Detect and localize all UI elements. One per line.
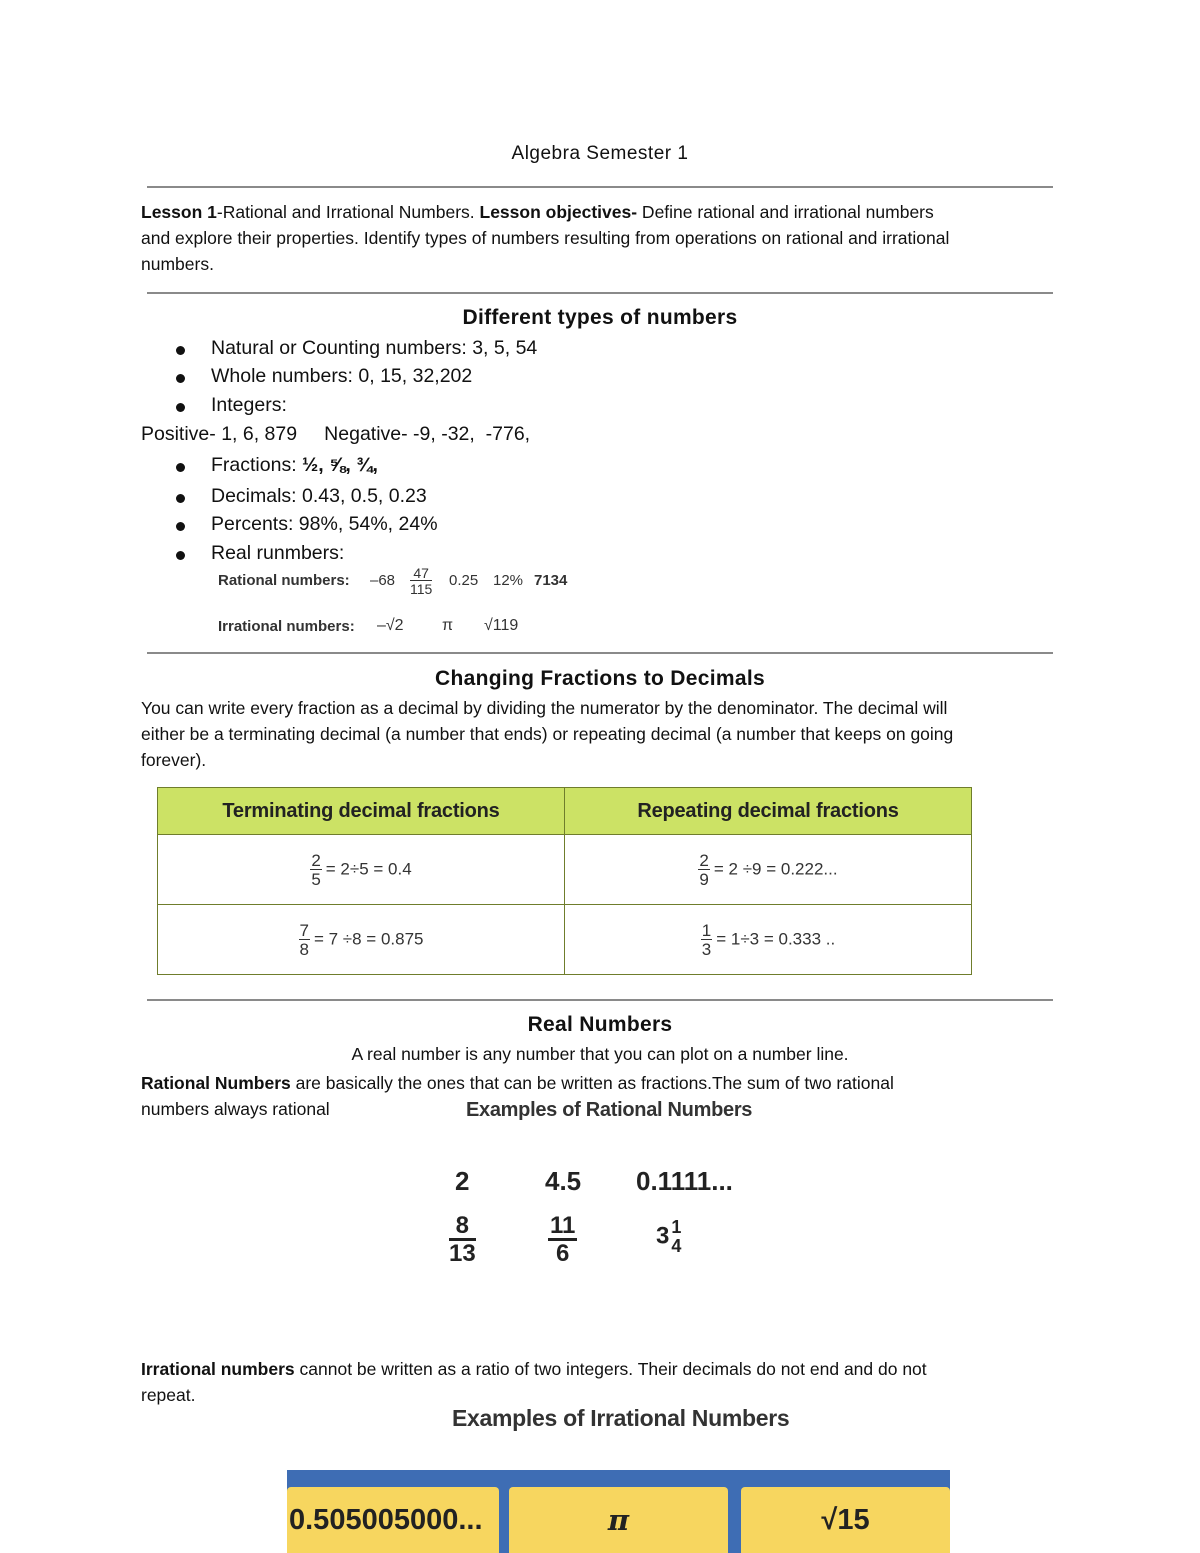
lesson-line-1 <box>141 199 1061 225</box>
lesson-objectives-label: Lesson objectives- <box>479 202 638 222</box>
fraction: $\frac{2}{9}$ <box>699 850 709 889</box>
fraction: $\frac{2}{5}$ <box>311 850 321 889</box>
irrational-numbers-label: Irrational numbers: <box>218 618 355 635</box>
irrational-example: π <box>442 617 454 634</box>
table-row <box>158 905 972 975</box>
rational-example-mixed-number: 3 1 4 <box>656 1217 682 1256</box>
table-cell: $\frac{2}{9}$ = 2 ÷9 = 0.222... <box>565 835 972 905</box>
rational-example: –68 <box>370 572 396 589</box>
divider <box>147 999 1053 1001</box>
divider <box>147 652 1053 654</box>
irrational-example: √15 <box>741 1487 950 1553</box>
rational-example: 0.25 <box>449 572 479 589</box>
section-heading-types: Different types of numbers <box>462 306 738 329</box>
rational-example: 4.5 <box>545 1166 582 1196</box>
table-header-row <box>158 788 972 835</box>
rational-numbers-term: Rational Numbers <box>141 1073 291 1093</box>
rational-example: 0.1111... <box>636 1166 733 1196</box>
bullet-icon <box>176 403 185 412</box>
bullet-icon <box>176 346 185 355</box>
irrational-paragraph: Irrational numbers cannot be written as a ratio of two integers. Their decimals do not end and do not repeat. <box>141 1359 927 1405</box>
lesson-label: Lesson 1 <box>141 202 217 222</box>
lesson-line-2: and explore their properties. Identify types of numbers resulting from operations on rational and irrational <box>141 228 950 248</box>
column-header-repeating: Repeating decimal fractions <box>565 788 972 835</box>
column-header-terminating: Terminating decimal fractions <box>158 788 565 835</box>
divider <box>147 186 1053 188</box>
rational-example-fraction: $\frac{8}{13}$ <box>449 1212 476 1267</box>
lesson-paragraph <box>141 199 1061 277</box>
integers-examples: Positive- 1, 6, 879 Negative- -9, -32, -776, <box>141 423 531 445</box>
bullet-icon <box>176 522 185 531</box>
irrational-examples-figure <box>218 614 578 638</box>
lesson-objectives-text: Define rational and irrational numbers <box>637 202 934 222</box>
real-number-definition: A real number is any number that you can plot on a number line. <box>351 1044 849 1064</box>
irrational-examples-title: Examples of Irrational Numbers <box>452 1405 790 1431</box>
bullet-icon <box>176 551 185 560</box>
rational-paragraph: Rational Numbers are basically the ones that can be written as fractions.The sum of two rational numbers always rational <box>141 1073 894 1119</box>
lesson-title: -Rational and Irrational Numbers. <box>216 202 480 222</box>
table-cell: $\frac{7}{8}$ = 7 ÷8 = 0.875 <box>158 905 565 975</box>
table-cell: $\frac{2}{5}$ = 2÷5 = 0.4 <box>158 835 565 905</box>
rational-example: 12% <box>493 572 524 589</box>
bullet-icon <box>176 463 185 472</box>
fractions-values: ½, ⅝, ¾, <box>302 454 378 476</box>
rational-examples-title: Examples of Rational Numbers <box>466 1099 753 1121</box>
table-cell: $\frac{1}{3}$ = 1÷3 = 0.333 .. <box>565 905 972 975</box>
fraction: $\frac{7}{8}$ <box>299 920 309 959</box>
irrational-numbers-term: Irrational numbers <box>141 1359 295 1379</box>
divider <box>147 292 1053 294</box>
table-row <box>158 835 972 905</box>
irrational-example: 0.505005000... <box>287 1487 499 1553</box>
bullet-icon <box>176 374 185 383</box>
lesson-line-3: numbers. <box>141 254 214 274</box>
irrational-example: –√2 <box>377 617 404 634</box>
fractions-paragraph: You can write every fraction as a decimal by dividing the numerator by the denominator. The decimal will either be a terminating decimal (a number that ends) or repeating decimal (a number that keeps on going forever). <box>141 698 954 770</box>
decimal-fractions-table <box>157 787 972 975</box>
irrational-example: √119 <box>484 617 519 634</box>
rational-numbers-label: Rational numbers: <box>218 572 350 589</box>
rational-example-fraction: 47 115 <box>410 565 433 597</box>
irrational-example: π <box>509 1487 728 1553</box>
fraction: $\frac{1}{3}$ <box>701 920 712 959</box>
rational-examples-figure <box>218 565 578 597</box>
section-heading-fractions: Changing Fractions to Decimals <box>435 667 765 690</box>
section-heading-real: Real Numbers <box>527 1013 673 1036</box>
rational-example: 7134 <box>534 572 568 589</box>
bullet-icon <box>176 494 185 503</box>
document-title: Algebra Semester 1 <box>511 143 689 164</box>
rational-example: 2 <box>455 1166 470 1196</box>
rational-example-fraction: $\frac{11}{6}$ <box>550 1212 576 1267</box>
